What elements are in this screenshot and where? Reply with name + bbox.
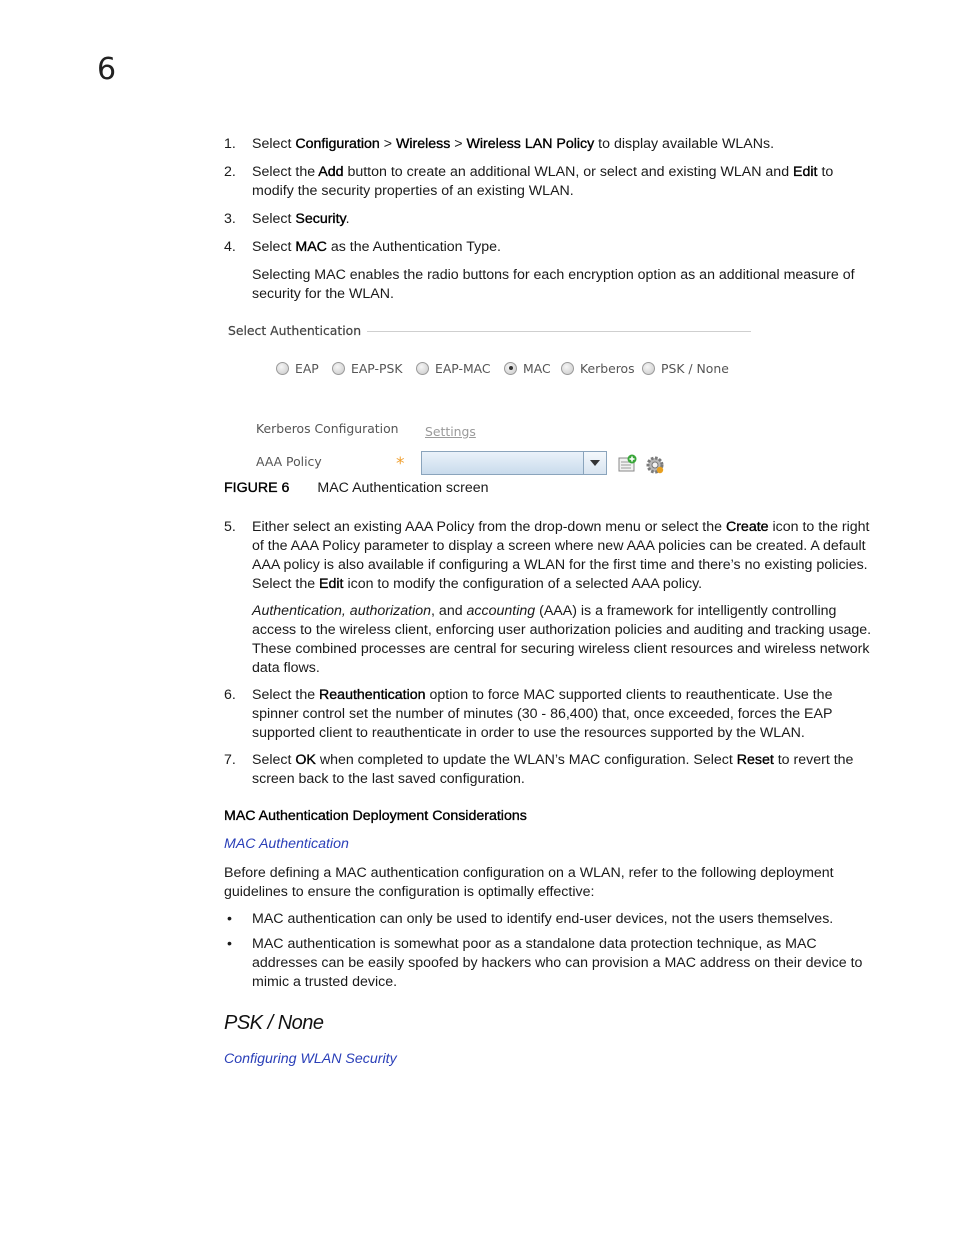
aaa-policy-label: AAA Policy [256, 454, 322, 469]
radio-button[interactable] [642, 362, 655, 375]
step-number: 1. [224, 136, 236, 152]
create-icon[interactable] [618, 454, 638, 473]
section-heading-psk-none: PSK / None [224, 1012, 324, 1034]
step-number: 4. [224, 239, 236, 255]
kerberos-config-label: Kerberos Configuration [256, 421, 399, 436]
step-number: 3. [224, 211, 236, 227]
step-text: Select the Reauthentication option to force MAC supported clients to reauthenticate. Use the spinner control set the number of minutes (30 - 86,400) that, once exceeded, forces the EAP supported client to reauthenticate in order to use the resources supported by the WLAN. [252, 687, 833, 741]
step-text: Select Configuration > Wireless > Wireless LAN Policy to display available WLANs. [252, 136, 775, 152]
mac-authentication-link[interactable]: MAC Authentication [224, 836, 349, 852]
step-number: 7. [224, 752, 236, 768]
radio-psk-none[interactable]: PSK / None [642, 360, 729, 376]
figure-caption [224, 480, 489, 496]
required-star-icon: * [396, 454, 405, 474]
radio-button[interactable] [332, 362, 345, 375]
radio-button[interactable] [561, 362, 574, 375]
radio-mac[interactable]: MAC [504, 360, 551, 376]
dropdown-button[interactable] [583, 452, 606, 474]
section-title: Select Authentication [228, 323, 362, 338]
step-number: 6. [224, 687, 236, 703]
radio-eap-mac[interactable]: EAP-MAC [416, 360, 491, 376]
chapter-number: 6 [97, 52, 117, 87]
step-text: Either select an existing AAA Policy from the drop-down menu or select the Create icon to the right of the AAA Policy parameter to display a screen where new AAA policies can be created. A default AAA policy is also available if configuring a WLAN for the first time and there’s no existing policies. Select the Edit icon to modify the configuration of a selected AAA policy. [252, 519, 870, 592]
figure-label: FIGURE 6 [224, 480, 290, 496]
step-text: Select OK when completed to update the WLAN’s MAC configuration. Select Reset to revert the screen back to the last saved configuration. [252, 752, 854, 787]
bullet-icon: • [227, 911, 232, 927]
radio-kerberos[interactable]: Kerberos [561, 360, 635, 376]
radio-button[interactable] [276, 362, 289, 375]
settings-link[interactable]: Settings [425, 424, 476, 439]
chevron-down-icon [590, 460, 600, 466]
configuring-wlan-security-link[interactable]: Configuring WLAN Security [224, 1051, 397, 1067]
step4-note: Selecting MAC enables the radio buttons for each encryption option as an additional measure of security for the WLAN. [252, 267, 855, 302]
step-text: Select Security. [252, 211, 350, 227]
figure-title: MAC Authentication screen [317, 480, 489, 496]
radio-button[interactable] [416, 362, 429, 375]
step5-note: Authentication, authorization, and accounting (AAA) is a framework for intelligently controlling access to the wireless client, enforcing user authorization policies and auditing and tracking usage. These combined processes are central for securing wireless client resources and wireless network data flows. [252, 603, 872, 676]
bullet-icon: • [227, 936, 232, 952]
step-number: 2. [224, 164, 236, 180]
radio-eap[interactable]: EAP [276, 360, 319, 376]
considerations-intro: Before defining a MAC authentication configuration on a WLAN, refer to the following deployment guidelines to ensure the configuration is optimally effective: [224, 865, 834, 900]
considerations-heading: MAC Authentication Deployment Considerations [224, 808, 527, 824]
radio-eap-psk[interactable]: EAP-PSK [332, 360, 402, 376]
step-text: Select the Add button to create an additional WLAN, or select and existing WLAN and Edit to modify the security properties of an existing WLAN. [252, 164, 834, 199]
section-divider [367, 331, 751, 332]
aaa-policy-select[interactable] [421, 451, 607, 475]
radio-button-selected[interactable] [504, 362, 517, 375]
edit-gear-icon[interactable] [645, 455, 665, 475]
step-text: Select MAC as the Authentication Type. [252, 239, 501, 255]
step-number: 5. [224, 519, 236, 535]
mac-auth-screenshot [226, 318, 766, 480]
